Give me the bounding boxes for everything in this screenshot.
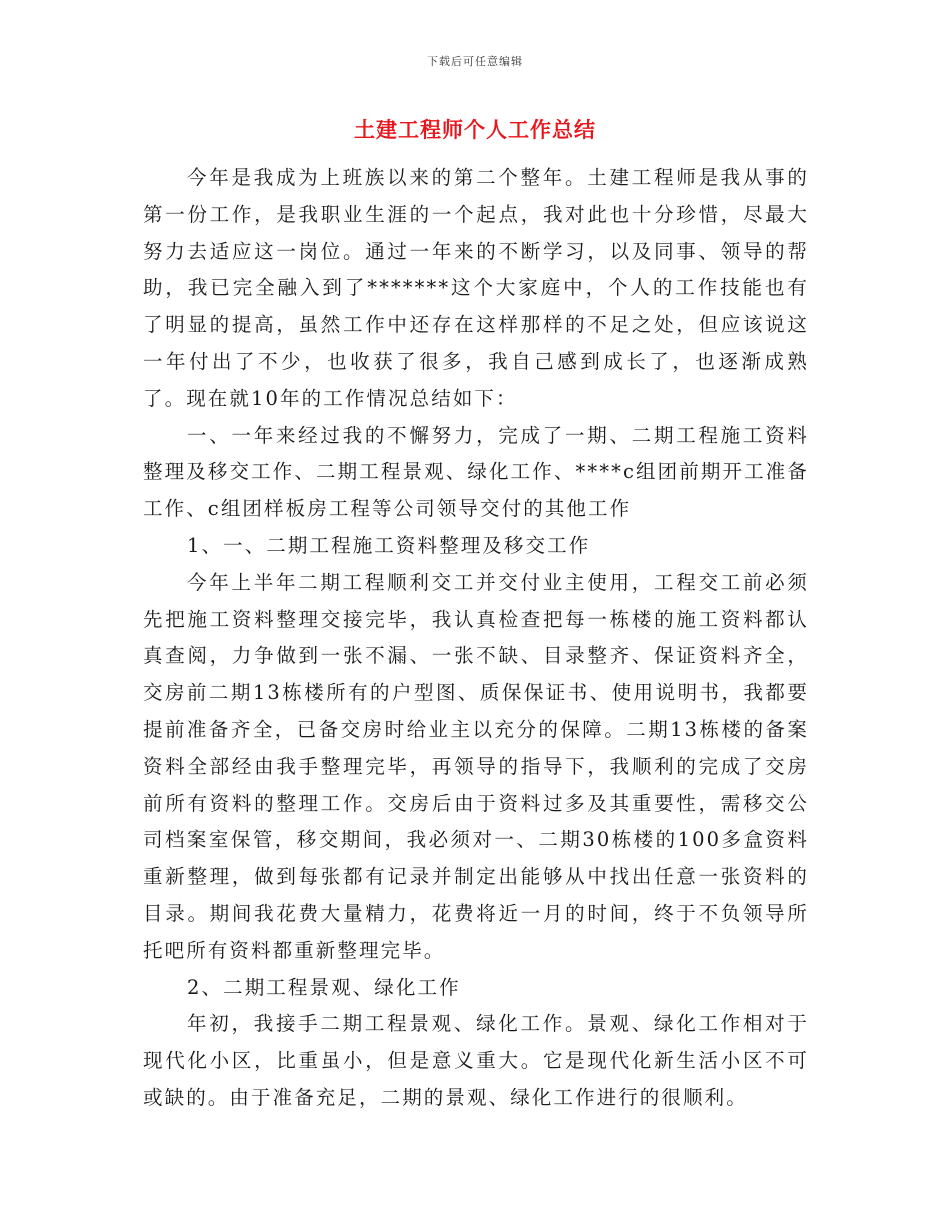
paragraph-item-1-body: 今年上半年二期工程顺利交工并交付业主使用，工程交工前必须先把施工资料整理交接完毕，我认真检查把每一栋楼的施工资料都认真查阅，力争做到一张不漏、一张不缺、目录整齐、保证资料齐全，交房前二期13栋楼所有的户型图、质保保证书、使用说明书，我都要提前准备齐全，已备交房时给业主以充分的保障。二期13栋楼的备案资料全部经由我手整理完毕，再领导的指导下，我顺利的完成了交房前所有资料的整理工作。交房后由于资料过多及其重要性，需移交公司档案室保管，移交期间，我必须对一、二期30栋楼的100多盒资料重新整理，做到每张都有记录并制定出能够从中找出任意一张资料的目录。期间我花费大量精力，花费将近一月的时间，终于不负领导所托吧所有资料都重新整理完毕。: [143, 570, 809, 962]
document-body: [143, 160, 809, 1117]
page-header-note: 下载后可任意编辑: [427, 55, 523, 68]
heading-item-1: 1、一、二期工程施工资料整理及移交工作: [187, 533, 591, 557]
heading-item-2: 2、二期工程景观、绿化工作: [187, 975, 461, 999]
document-title: 土建工程师个人工作总结: [354, 117, 596, 142]
paragraph-intro: 今年是我成为上班族以来的第二个整年。土建工程师是我从事的第一份工作，是我职业生涯的一个起点，我对此也十分珍惜，尽最大努力去适应这一岗位。通过一年来的不断学习，以及同事、领导的帮助，我已完全融入到了*******这个大家庭中，个人的工作技能也有了明显的提高，虽然工作中还存在这样那样的不足之处，但应该说这一年付出了不少，也收获了很多，我自己感到成长了，也逐渐成熟了。现在就10年的工作情况总结如下：: [143, 166, 809, 410]
paragraph-section-one: 一、一年来经过我的不懈努力，完成了一期、二期工程施工资料整理及移交工作、二期工程景观、绿化工作、****c组团前期开工准备工作、c组团样板房工程等公司领导交付的其他工作: [143, 423, 809, 521]
paragraph-item-2-body: 年初，我接手二期工程景观、绿化工作。景观、绿化工作相对于现代化小区，比重虽小，但是意义重大。它是现代化新生活小区不可或缺的。由于准备充足，二期的景观、绿化工作进行的很顺利。: [143, 1012, 809, 1109]
